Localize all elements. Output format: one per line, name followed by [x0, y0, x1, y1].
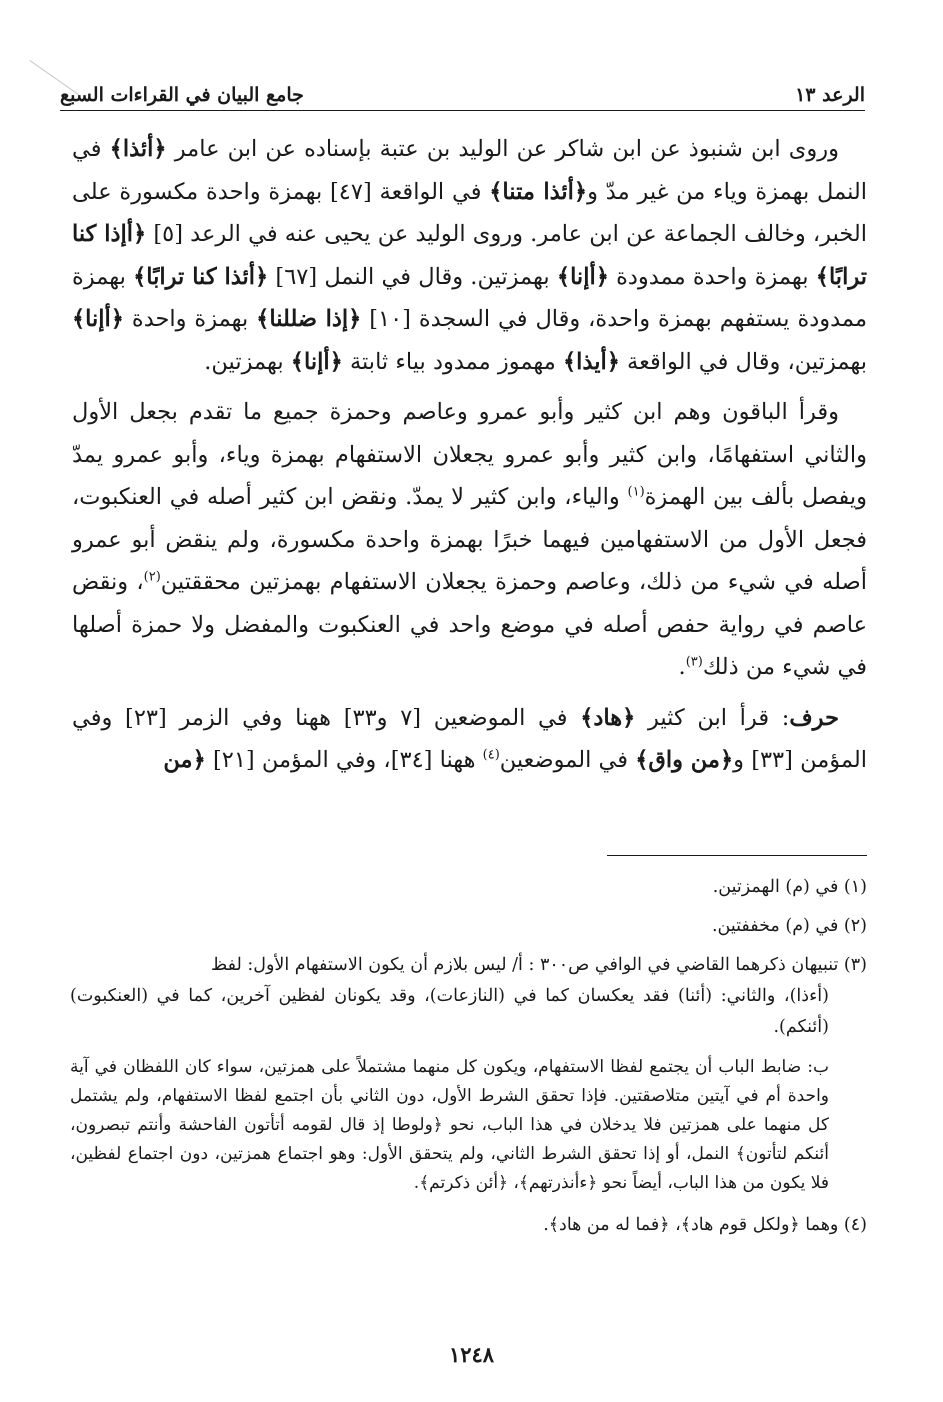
paragraph-2 [72, 391, 867, 689]
quran-word: ﴿هاد﴾ [580, 704, 636, 731]
text-run: بهمزة واحدة [124, 306, 257, 332]
text-run: ههنا [٣٤]، وفي المؤمن [٢١] [205, 747, 483, 773]
footnote-ref: (٣) [685, 654, 703, 670]
quran-word: ﴿أيذا﴾ [562, 348, 620, 375]
text-run: وقرأ الباقون وهم ابن كثير وأبو عمرو وعاصم وحمزة جميع ما تقدم بجعل الأول والثاني استفهامًا، وابن كثير وأبو عمرو يجعلان الاستفهام بهمزة وياء، وأبو عمرو يمدّ ويفصل بألف بين الهمزة [72, 399, 867, 510]
text-run: بهمزة ممدودة يستفهم بهمزة واحدة، وقال في السجدة [١٠] [72, 263, 867, 332]
running-header [60, 70, 865, 106]
text-run: بهمزة واحدة ممدودة [608, 263, 816, 290]
quran-word: ﴿أإنا﴾ [72, 306, 124, 332]
quran-word: ﴿أإذا كنا ترابًا﴾ [72, 221, 867, 290]
footnote-1: (١) في (م) الهمزتين. [712, 877, 867, 897]
text-run: والياء، وابن كثير لا يمدّ. ونقض ابن كثير أصله في العنكبوت، فجعل الأول من الاستفهامين فيهما خبرًا بهمزة واحدة مكسورة، ولم ينقض أبو عمرو أصله في شيء من ذلك، وعاصم وحمزة يجعلان الاستفهام بهمزتين محققتين [72, 484, 867, 595]
footnotes [70, 872, 867, 1249]
text-run: في الموضعين [٧ و٣٣] ههنا وفي الزمر [٢٣] وفي المؤمن [٣٣] و [72, 704, 867, 773]
footnote-separator [607, 855, 867, 856]
footnote-3 [70, 950, 867, 1043]
quran-word: ﴿أئذا كنا ترابًا﴾ [133, 263, 269, 290]
text-run: بهمزتين، وقال في الواقعة [619, 348, 867, 375]
text-run: وروى ابن شنبوذ عن ابن شاكر عن الوليد بن عتبة بإسناده عن ابن عامر [166, 136, 839, 162]
quran-word: ﴿أئذا﴾ [109, 136, 167, 162]
text-run: : قرأ ابن كثير [635, 704, 790, 731]
quran-word: ﴿أئذا متنا﴾ [489, 178, 588, 205]
text-run: بهمزتين. [204, 348, 291, 375]
footnote-3-continuation: (أءذا)، والثاني: (أئنا) فقد يعكسان كما في (النازعات)، وقد يكونان لفظين آخرين، كما في (العنكبوت) (أئنكم). [70, 986, 829, 1037]
footnote-ref: (١) [627, 484, 645, 500]
footnote-ref: (٢) [143, 569, 161, 585]
quran-word: ﴿إذا ضللنا﴾ [256, 306, 362, 332]
paragraph-3 [72, 697, 867, 782]
header-rule [60, 110, 865, 111]
footnote-3-first-line: (٣) تنبيهان ذكرهما القاضي في الوافي ص٣٠٠ : أ/ ليس بلازم أن يكون الاستفهام الأول: لفظ [210, 955, 867, 975]
text-run: في الواقعة [٤٧] بهمزة واحدة مكسورة على الخبر، وخالف الجماعة عن ابن عامر. وروى الوليد عن يحيى عنه في الرعد [٥] [72, 178, 867, 247]
paragraph-1 [72, 128, 867, 383]
text-run: ، ونقض عاصم في رواية حفص أصله في موضع واحد في العنكبوت والمفضل ولا حمزة أصلها في شيء من ذلك [72, 569, 867, 680]
section-lead-word: حرف [789, 704, 839, 731]
quran-word: ﴿أإنا﴾ [556, 263, 609, 290]
footnote-3-part-b: ب: ضابط الباب أن يجتمع لفظا الاستفهام، ويكون كل منهما مشتملاً على همزتين، سواء كان اللفظان في آية واحدة أم في آيتين متلاصقتين. فإذا تحقق الشرط الأول، دون الثاني بأن اجتمع لفظا الاستفهام، ولم يشتمل كل منهما على همزتين فلا يدخلان في هذا الباب، نحو ﴿ولوطا إذ قال لقومه أتأتون الفاحشة وأنتم تبصرون، أئنكم لتأتون﴾ النمل، أو إذا تحقق الشرط الثاني، ولم يتحقق الأول: وهو اجتماع همزتين، دون اجتماع لفظين، فلا يكون من هذا الباب، أيضاً نحو ﴿ءأنذرتهم﴾، ﴿أئن ذكرتم﴾. [70, 1057, 829, 1193]
text-run: . [678, 654, 686, 680]
quran-word: ﴿أإنا﴾ [290, 348, 343, 375]
book-title: جامع البيان في القراءات السبع [60, 84, 304, 106]
quran-word: ﴿من واق﴾ [635, 747, 734, 773]
footnote-4: (٤) وهما ﴿ولكل قوم هاد﴾، ﴿فما له من هاد﴾. [543, 1215, 867, 1235]
footnote-2: (٢) في (م) مخففتين. [711, 916, 867, 936]
main-text [72, 128, 867, 790]
page-number: ١٢٤٨ [448, 1342, 495, 1367]
text-run: مهموز ممدود بياء ثابتة [342, 348, 563, 375]
text-run: في الموضعين [499, 747, 636, 773]
text-run: في النمل بهمزة وياء من غير مدّ و [72, 136, 867, 205]
chapter-label: الرعد ١٣ [795, 84, 865, 106]
footnote-ref: (٤) [482, 747, 500, 763]
quran-word: ﴿من [163, 747, 206, 773]
text-run: بهمزتين. وقال في النمل [٦٧] [268, 263, 557, 290]
